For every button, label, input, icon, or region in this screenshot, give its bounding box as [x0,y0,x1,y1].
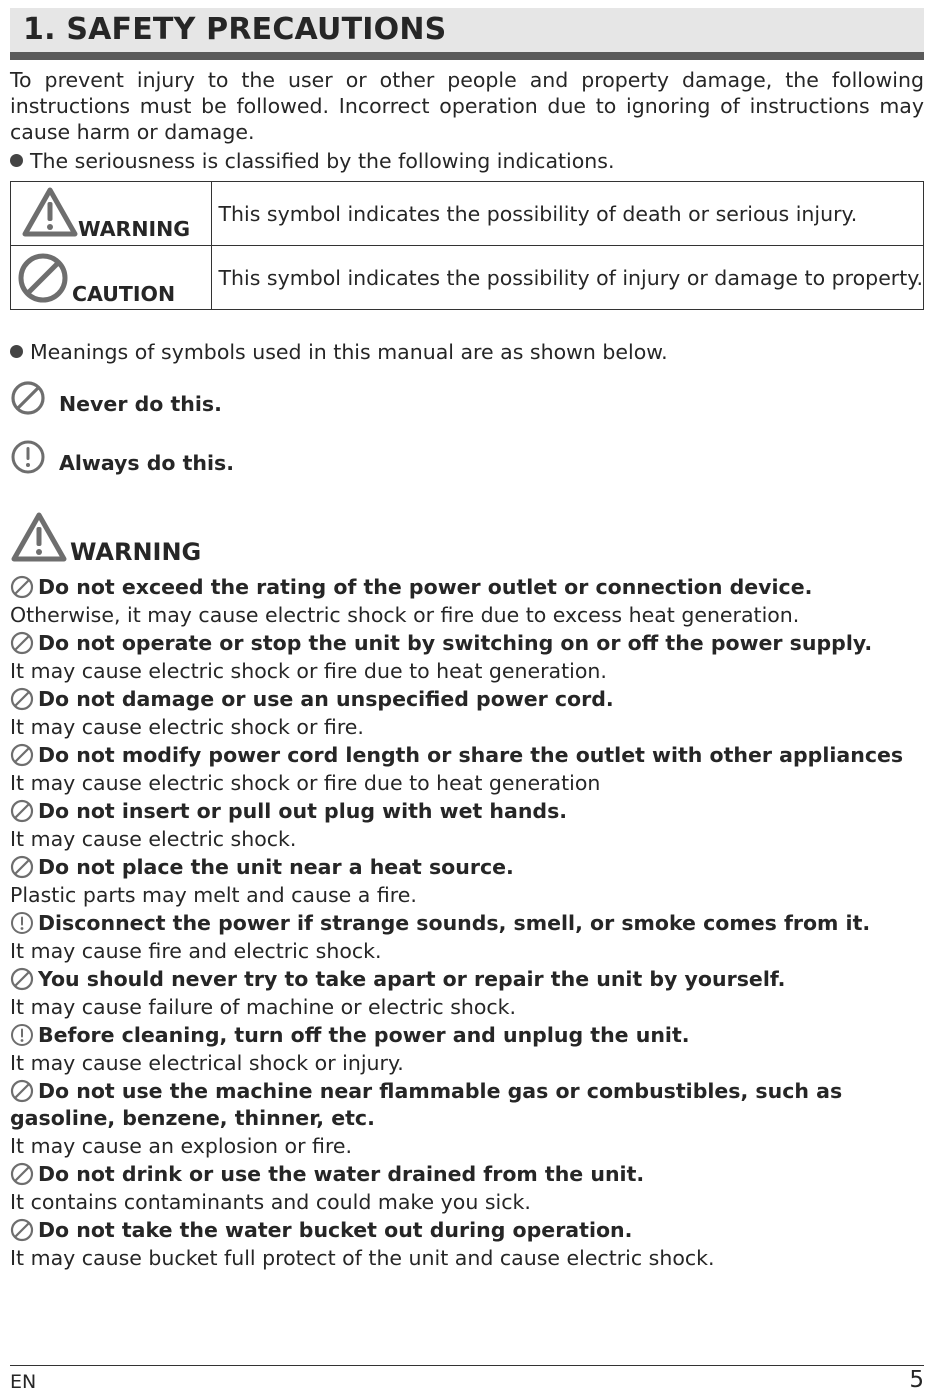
seriousness-note-text: The seriousness is classified by the following indications. [30,149,615,173]
warning-item-title-text: Do not place the unit near a heat source. [38,855,514,879]
prohibited-icon [16,251,70,305]
warning-items-list [10,574,924,1273]
prohibited-icon [10,743,36,765]
prohibited-icon [10,967,36,989]
warning-item [10,910,924,966]
prohibited-icon [10,575,36,597]
warning-triangle-icon [10,511,68,563]
warning-item [10,742,924,798]
exclamation-circle-icon [10,439,46,475]
warning-item [10,686,924,742]
prohibited-icon [10,1162,36,1184]
warning-item-title [10,1078,924,1132]
prohibited-icon [10,687,36,709]
warning-item-title [10,630,924,657]
prohibited-icon [10,799,36,821]
warning-item-title-text: You should never try to take apart or repair the unit by yourself. [38,967,786,991]
intro-paragraph: To prevent injury to the user or other people and property damage, the following instructions must be followed. Incorrect operation due to ignoring of instructions may cause harm or damage. [10,68,924,144]
warning-item [10,854,924,910]
footer-language: EN [10,1371,37,1393]
prohibited-icon [10,631,36,653]
warning-item [10,1217,924,1273]
legend-label-always: Always do this. [59,451,235,475]
warning-item-title-text: Do not exceed the rating of the power outlet or connection device. [38,575,813,599]
severity-row-caution [11,246,924,310]
warning-item-title [10,1161,924,1188]
warning-item-description: It may cause bucket full protect of the unit and cause electric shock. [10,1246,715,1270]
warning-item-description: It contains contaminants and could make you sick. [10,1190,531,1214]
bullet-dot-icon [10,154,23,167]
warning-item-title-text: Do not damage or use an unspecified power cord. [38,687,614,711]
warning-item-title [10,1022,924,1049]
severity-description-warning: This symbol indicates the possibility of death or serious injury. [211,182,924,246]
prohibited-icon [10,855,36,877]
legend-item-never [10,380,410,416]
warning-item-description: It may cause electrical shock or injury. [10,1051,404,1075]
severity-row-warning [11,182,924,246]
warning-item-title [10,1217,924,1244]
warning-item-title-text: Do not operate or stop the unit by switching on or off the power supply. [38,631,873,655]
warning-triangle-icon [21,185,79,239]
warning-item-description: It may cause failure of machine or electric shock. [10,995,517,1019]
exclamation-circle-icon [10,911,36,933]
warning-item [10,1078,924,1161]
legend-label-never: Never do this. [59,392,222,416]
prohibited-icon [10,1218,36,1240]
warning-item-description: Otherwise, it may cause electric shock or fire due to excess heat generation. [10,603,800,627]
warning-item-title [10,798,924,825]
warning-item [10,798,924,854]
warning-item-title [10,686,924,713]
severity-label-warning: WARNING [78,217,191,241]
severity-description-caution: This symbol indicates the possibility of injury or damage to property. [211,246,924,310]
prohibited-icon [10,380,46,416]
warning-item-title-text: Do not modify power cord length or share the outlet with other appliances [38,743,904,767]
warning-item-title [10,966,924,993]
severity-table [10,181,924,310]
warning-item [10,1161,924,1217]
warning-item-description: It may cause electric shock or fire. [10,715,364,739]
warning-item-description: It may cause electric shock or fire due to heat generation [10,771,601,795]
warning-item-description: It may cause electric shock. [10,827,297,851]
warning-item-description: Plastic parts may melt and cause a fire. [10,883,417,907]
warning-item-title-text: Do not use the machine near flammable gas or combustibles, such as gasoline, benzene, thinner, etc. [10,1079,843,1130]
warning-item [10,630,924,686]
bullet-dot-icon [10,345,23,358]
severity-label-caution: CAUTION [72,282,176,306]
warning-item-title [10,910,924,937]
warning-item-title [10,574,924,601]
page-title: 1. SAFETY PRECAUTIONS [23,12,447,47]
page-number: 5 [909,1367,924,1393]
warning-item-description: It may cause fire and electric shock. [10,939,382,963]
prohibited-icon [10,1079,36,1101]
warning-item-description: It may cause an explosion or fire. [10,1134,353,1158]
section-header [10,8,924,60]
seriousness-note [10,148,614,174]
warning-item [10,574,924,630]
warning-item-title-text: Disconnect the power if strange sounds, smell, or smoke comes from it. [38,911,871,935]
severity-symbol-cell [11,182,212,246]
severity-symbol-cell [11,246,212,310]
warning-item-title [10,854,924,881]
warning-item-title-text: Do not insert or pull out plug with wet hands. [38,799,568,823]
warning-item [10,966,924,1022]
symbols-note-text: Meanings of symbols used in this manual are as shown below. [30,340,668,364]
symbols-note [10,339,668,365]
warning-item-description: It may cause electric shock or fire due to heat generation. [10,659,607,683]
warning-section-heading [10,511,310,566]
warning-heading-text: WARNING [70,538,202,566]
warning-item-title-text: Do not drink or use the water drained from the unit. [38,1162,645,1186]
exclamation-circle-icon [10,1023,36,1045]
warning-item [10,1022,924,1078]
footer-divider [10,1365,924,1366]
warning-item-title [10,742,924,769]
warning-item-title-text: Do not take the water bucket out during operation. [38,1218,633,1242]
legend-item-always [10,439,410,475]
warning-item-title-text: Before cleaning, turn off the power and unplug the unit. [38,1023,690,1047]
